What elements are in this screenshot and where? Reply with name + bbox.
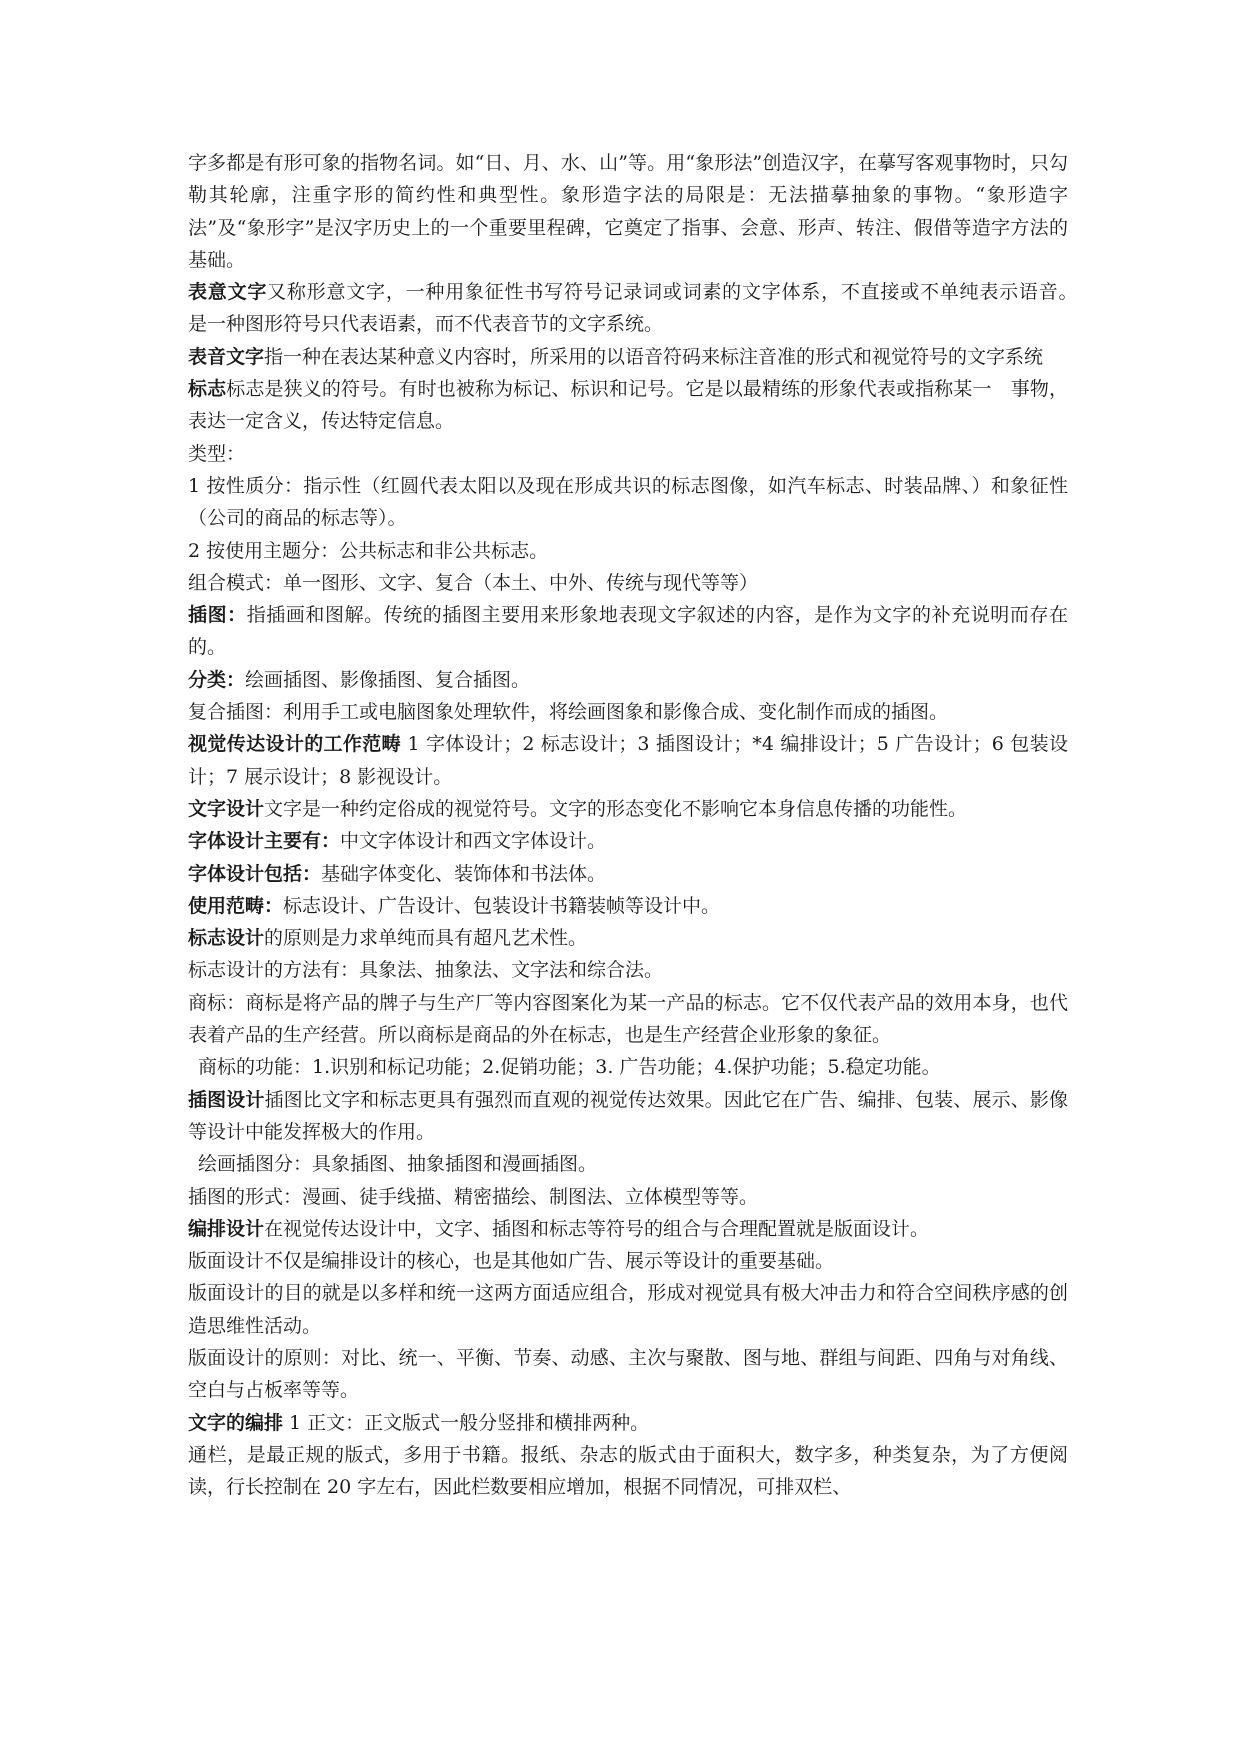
paragraph [188,664,1068,696]
paragraph-text: 版面设计的目的就是以多样和统一这两方面适应组合，形成对视觉具有极大冲击力和符合空间秩序感的创造思维性活动。 [188,1282,1068,1337]
term-heading: 使用范畴： [188,894,284,917]
paragraph-text: 商标的功能：1.识别和标记功能；2.促销功能；3. 广告功能；4.保护功能；5.稳定功能。 [198,1056,941,1079]
paragraph [188,793,1068,825]
paragraph [188,1407,1068,1439]
term-heading: 插图： [188,604,247,627]
term-heading: 文字设计 [188,797,265,820]
paragraph-text: 标志是狭义的符号。有时也被称为标记、标识和记号。它是以最精练的形象代表或指称某一 事物，表达一定含义，传达特定信息。 [188,378,1068,433]
term-heading: 视觉传达设计的工作范畴 [188,733,402,756]
paragraph [188,1245,1068,1277]
paragraph [188,1148,1068,1180]
paragraph-text: 通栏，是最正规的版式，多用于书籍。报纸、杂志的版式由于面积大，数字多，种类复杂，为了方便阅读，行长控制在 20 字左右，因此栏数要相应增加，根据不同情况，可排双栏、 [188,1443,1068,1499]
paragraph-text: 的原则是力求单纯而具有超凡艺术性。 [264,927,588,950]
paragraph [188,1051,1068,1083]
paragraph [188,696,1068,728]
paragraph [188,1181,1068,1213]
paragraph-text: 又称形意文字，一种用象征性书写符号记录词或词素的文字体系，不直接或不单纯表示语音。 是一种图形符号只代表语素，而不代表音节的文字系统。 [188,281,1087,336]
paragraph [188,890,1068,922]
paragraph-text: 基础字体变化、装饰体和书法体。 [321,862,607,885]
term-heading: 标志设计 [188,927,265,950]
term-heading: 标志 [188,378,227,401]
paragraph [188,373,1068,438]
paragraph [188,922,1068,954]
paragraph-text: 1 字体设计；2 标志设计；3 插图设计；*4 编排设计；5 广告设计；6 包装设计；7 展示设计；8 影视设计。 [188,733,1068,788]
term-heading: 字体设计包括： [188,862,322,885]
paragraph-text: 商标：商标是将产品的牌子与生产厂等内容图案化为某一产品的标志。它不仅代表产品的效用本身，也代表着产品的生产经营。所以商标是商品的外在标志，也是生产经营企业形象的象征。 [188,991,1068,1047]
paragraph [188,438,1068,470]
paragraph-text: 类型： [188,442,246,465]
paragraph [188,728,1068,793]
paragraph [188,599,1068,664]
paragraph [188,1213,1068,1245]
paragraph [188,535,1068,567]
paragraph-text: 标志设计、广告设计、包装设计书籍装帧等设计中。 [283,894,721,917]
paragraph-text: 绘画插图分：具象插图、抽象插图和漫画插图。 [198,1153,598,1176]
paragraph-text: 1 按性质分：指示性（红圆代表太阳以及现在形成共识的标志图像，如汽车标志、时装品牌、）和象征性（公司的商品的标志等）。 [188,474,1068,530]
paragraph [188,147,1068,276]
paragraph [188,341,1068,373]
paragraph-text: 组合模式：单一图形、文字、复合（本土、中外、传统与现代等等） [188,571,759,594]
paragraph-text: 在视觉传达设计中，文字、插图和标志等符号的组合与合理配置就是版面设计。 [264,1217,930,1240]
paragraph [188,825,1068,857]
paragraph [188,858,1068,890]
paragraph [188,470,1068,535]
paragraph-text: 1 正文：正文版式一般分竖排和横排两种。 [283,1411,650,1434]
term-heading: 分类： [188,668,246,691]
paragraph [188,1439,1068,1504]
paragraph-text: 字多都是有形可象的指物名词。如“日、月、水、山”等。用“象形法”创造汉字，在摹写客观事物时，只勾勒其轮廓，注重字形的简约性和典型性。象形造字法的局限是：无法描摹抽象的事物。“象形造字法”及“象形字”是汉字历史上的一个重要里程碑，它奠定了指事、会意、形声、转注、假借等造字方法的基础。 [188,152,1068,271]
term-heading: 字体设计主要有： [188,830,341,853]
document-page [188,147,1087,1503]
paragraph-text: 指一种在表达某种意义内容时，所采用的以语音符码来标注音准的形式和视觉符号的文字系统 [264,345,1044,368]
paragraph-text: 文字是一种约定俗成的视觉符号。文字的形态变化不影响它本身信息传播的功能性。 [264,797,968,820]
paragraph [188,567,1068,599]
paragraph-text: 版面设计不仅是编排设计的核心，也是其他如广告、展示等设计的重要基础。 [188,1250,835,1273]
paragraph-text: 2 按使用主题分：公共标志和非公共标志。 [188,539,549,562]
term-heading: 表音文字 [188,345,265,368]
paragraph-text: 插图的形式：漫画、徒手线描、精密描绘、制图法、立体模型等等。 [188,1185,759,1208]
term-heading: 编排设计 [188,1217,265,1240]
paragraph [188,1277,1068,1342]
paragraph [188,954,1068,986]
paragraph-text: 复合插图：利用手工或电脑图象处理软件，将绘画图象和影像合成、变化制作而成的插图。 [188,701,949,724]
paragraph-text: 指插画和图解。传统的插图主要用来形象地表现文字叙述的内容，是作为文字的补充说明而存在的。 [188,604,1068,659]
paragraph-text: 标志设计的方法有：具象法、抽象法、文字法和综合法。 [188,959,664,982]
paragraph [188,1084,1068,1149]
term-heading: 表意文字 [188,281,268,304]
paragraph [188,1342,1068,1407]
paragraph-text: 插图比文字和标志更具有强烈而直观的视觉传达效果。因此它在广告、编排、包装、展示、影像等设计中能发挥极大的作用。 [188,1088,1068,1143]
paragraph [188,987,1068,1052]
paragraph-text: 中文字体设计和西文字体设计。 [340,830,607,853]
paragraph-text: 版面设计的原则：对比、统一、平衡、节奏、动感、主次与聚散、图与地、群组与间距、四角与对角线、空白与占板率等等。 [188,1346,1068,1402]
term-heading: 文字的编排 [188,1411,284,1434]
paragraph [188,276,1087,341]
paragraph-text: 绘画插图、影像插图、复合插图。 [245,668,531,691]
term-heading: 插图设计 [188,1088,265,1111]
